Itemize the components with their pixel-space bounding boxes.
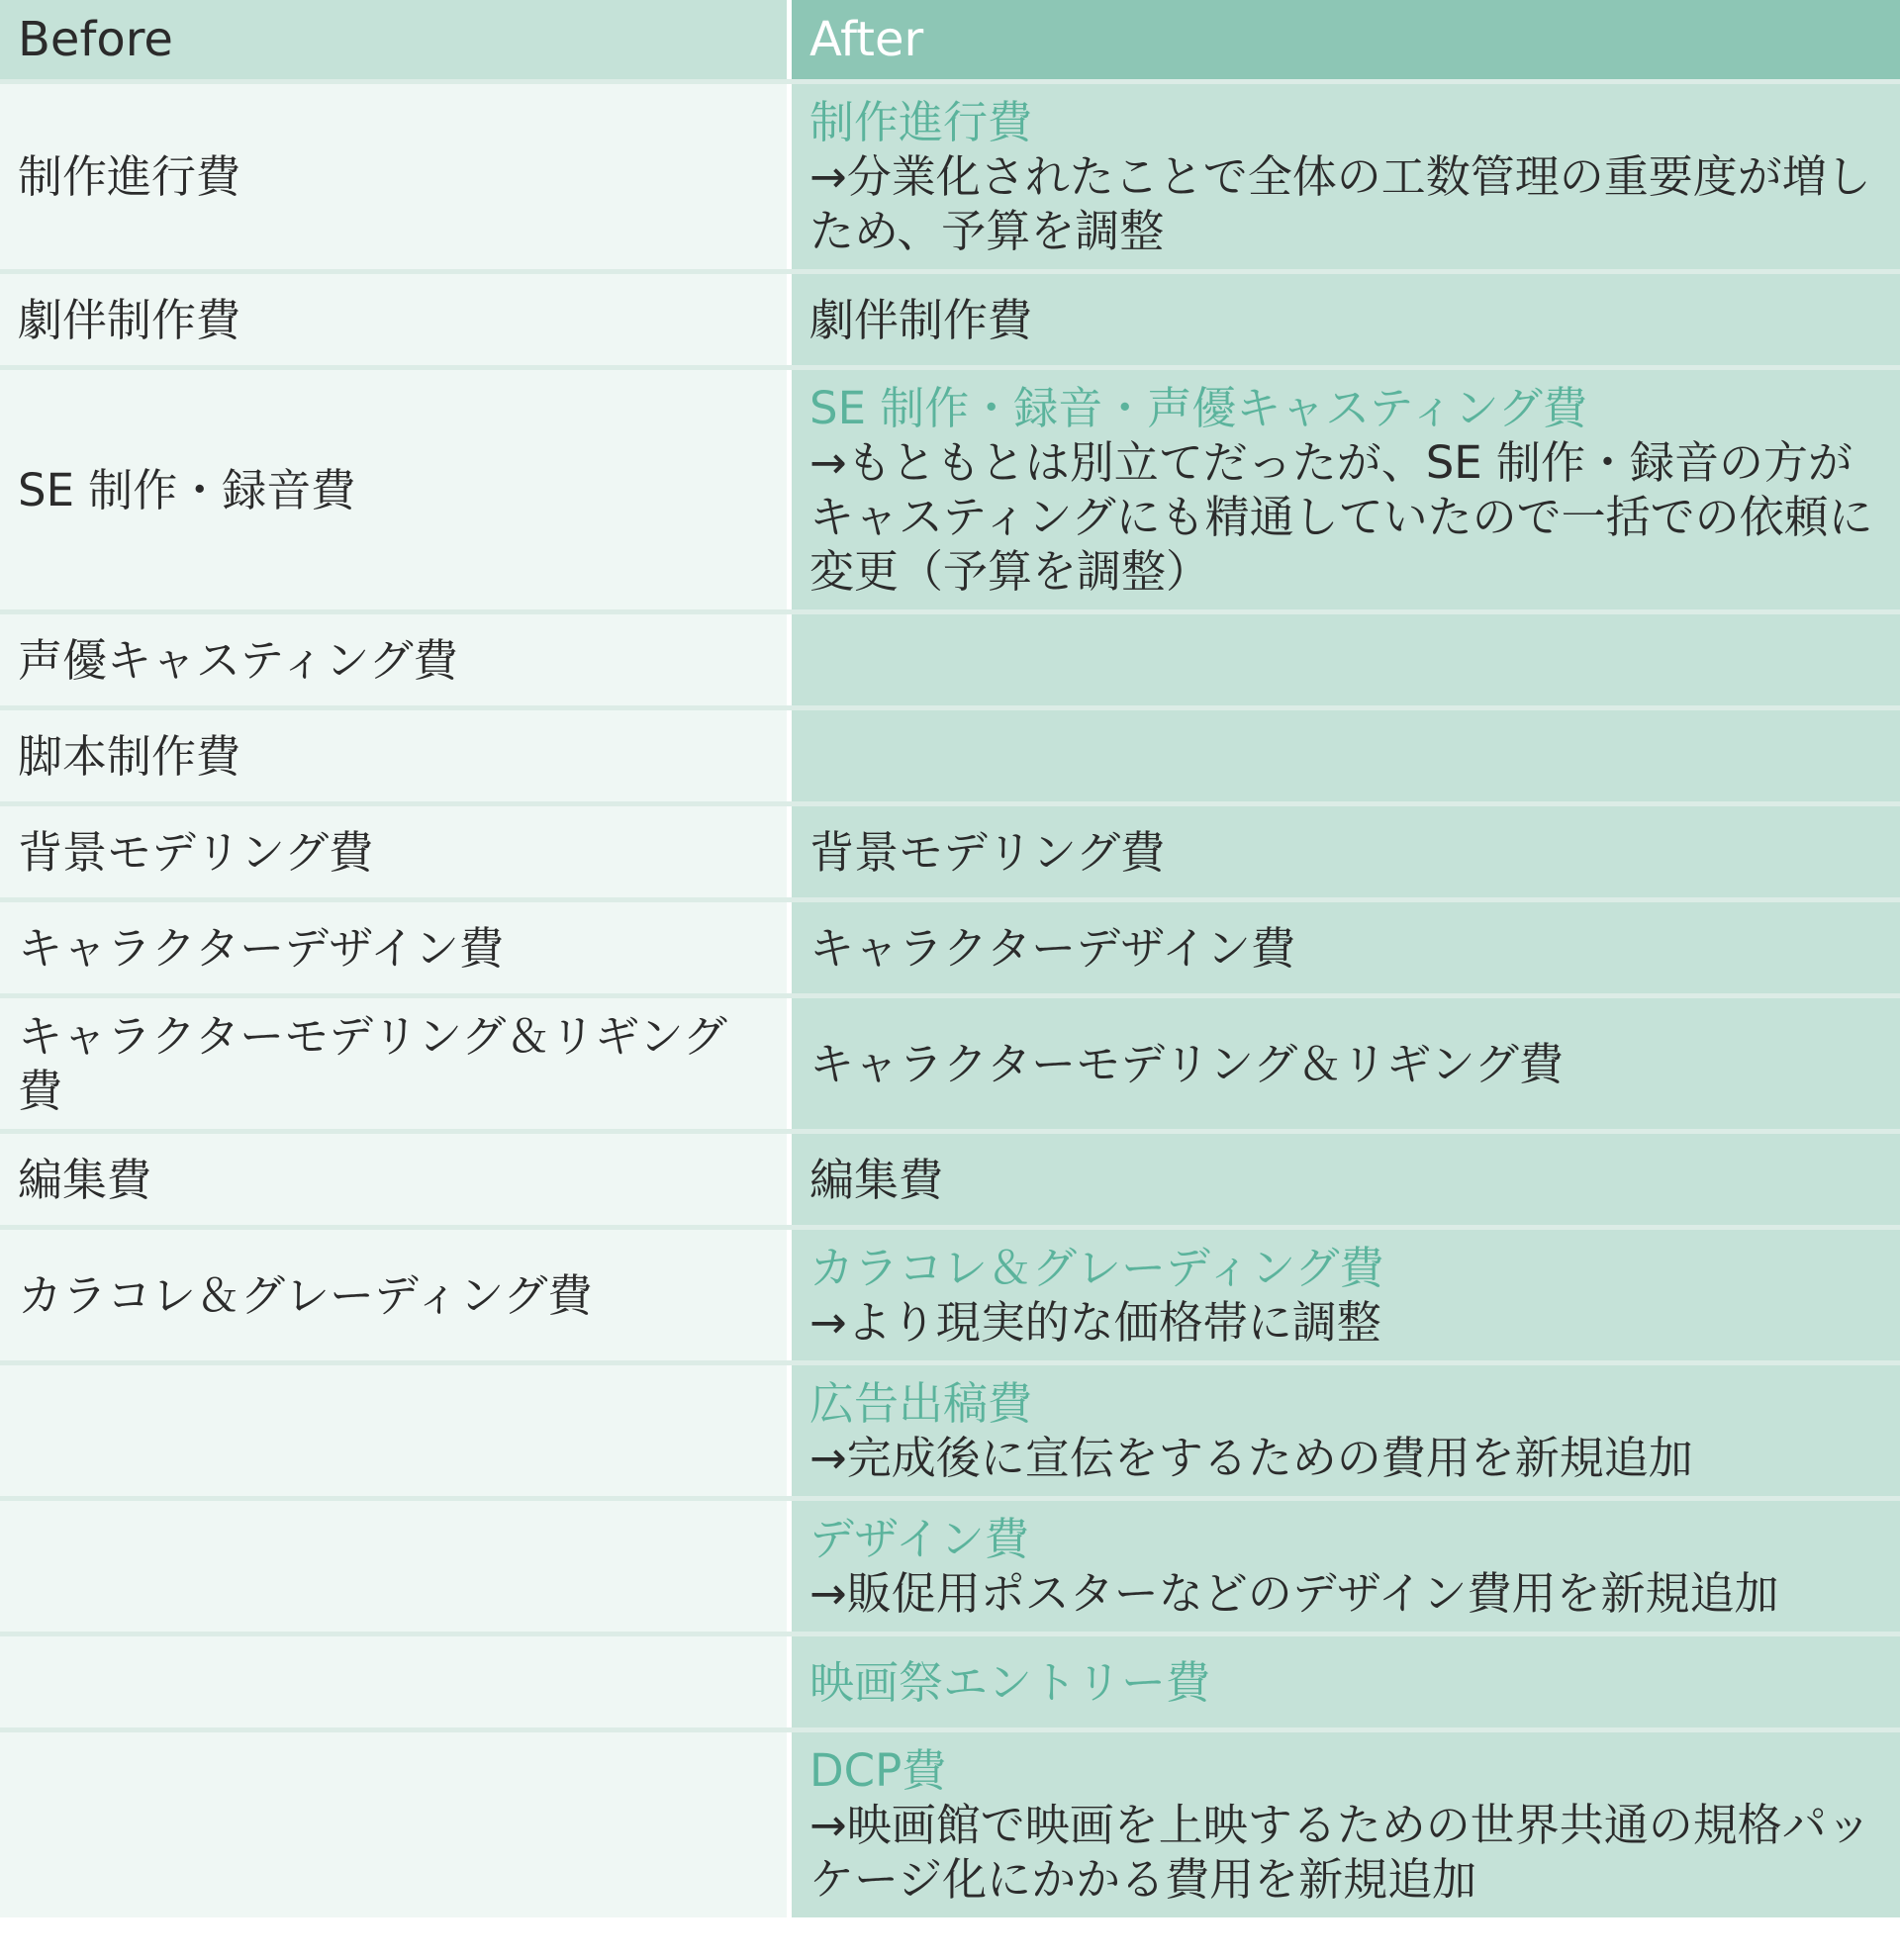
after-title: 劇伴制作費 [809,293,1033,346]
before-cell: SE 制作・録音費 [0,370,787,609]
after-cell [792,1365,1900,1496]
after-title: キャラクターモデリング＆リギング費 [809,1037,1564,1090]
after-cell [792,710,1900,801]
after-note: →完成後に宣伝をするための費用を新規追加 [809,1432,1693,1484]
after-cell [792,806,1900,897]
after-note: →もともとは別立てだったが、SE 制作・録音の方がキャスティングにも精通していたので一括での依頼に変更（予算を調整） [809,436,1873,598]
header-after: After [792,0,1900,79]
after-cell [792,1501,1900,1632]
after-cell [792,614,1900,705]
after-cell [792,998,1900,1129]
after-cell [792,1230,1900,1360]
after-title: キャラクターデザイン費 [809,921,1295,975]
before-cell: カラコレ＆グレーディング費 [0,1230,787,1360]
before-cell: キャラクターデザイン費 [0,902,787,993]
after-note: →分業化されたことで全体の工数管理の重要度が増しため、予算を調整 [809,150,1871,257]
after-note: →映画館で映画を上映するための世界共通の規格パッケージ化にかかる費用を新規追加 [809,1799,1871,1906]
before-cell: 声優キャスティング費 [0,614,787,705]
before-cell: 脚本制作費 [0,710,787,801]
after-title: デザイン費 [809,1513,1029,1565]
before-cell [0,1636,787,1727]
after-title: 編集費 [809,1153,944,1206]
after-title: カラコレ＆グレーディング費 [809,1242,1384,1294]
after-cell [792,902,1900,993]
before-cell: 制作進行費 [0,84,787,269]
after-cell [792,1134,1900,1225]
after-title: 映画祭エントリー費 [809,1655,1211,1709]
before-cell [0,1365,787,1496]
after-cell [792,1636,1900,1727]
before-cell [0,1732,787,1917]
before-cell: 背景モデリング費 [0,806,787,897]
after-title: 背景モデリング費 [809,825,1166,879]
after-note: →販促用ポスターなどのデザイン費用を新規追加 [809,1567,1779,1620]
before-cell: 劇伴制作費 [0,274,787,365]
after-title: 広告出稿費 [809,1377,1033,1430]
after-cell [792,370,1900,609]
after-title: 制作進行費 [809,96,1033,148]
after-cell [792,274,1900,365]
header-before: Before [0,0,787,79]
before-cell [0,1501,787,1632]
before-cell: 編集費 [0,1134,787,1225]
after-title: SE 制作・録音・声優キャスティング費 [809,382,1587,434]
after-note: →より現実的な価格帯に調整 [809,1296,1381,1349]
after-cell [792,84,1900,269]
after-cell [792,1732,1900,1917]
after-title: DCP費 [809,1744,947,1797]
before-cell: キャラクターモデリング＆リギング費 [0,998,787,1129]
